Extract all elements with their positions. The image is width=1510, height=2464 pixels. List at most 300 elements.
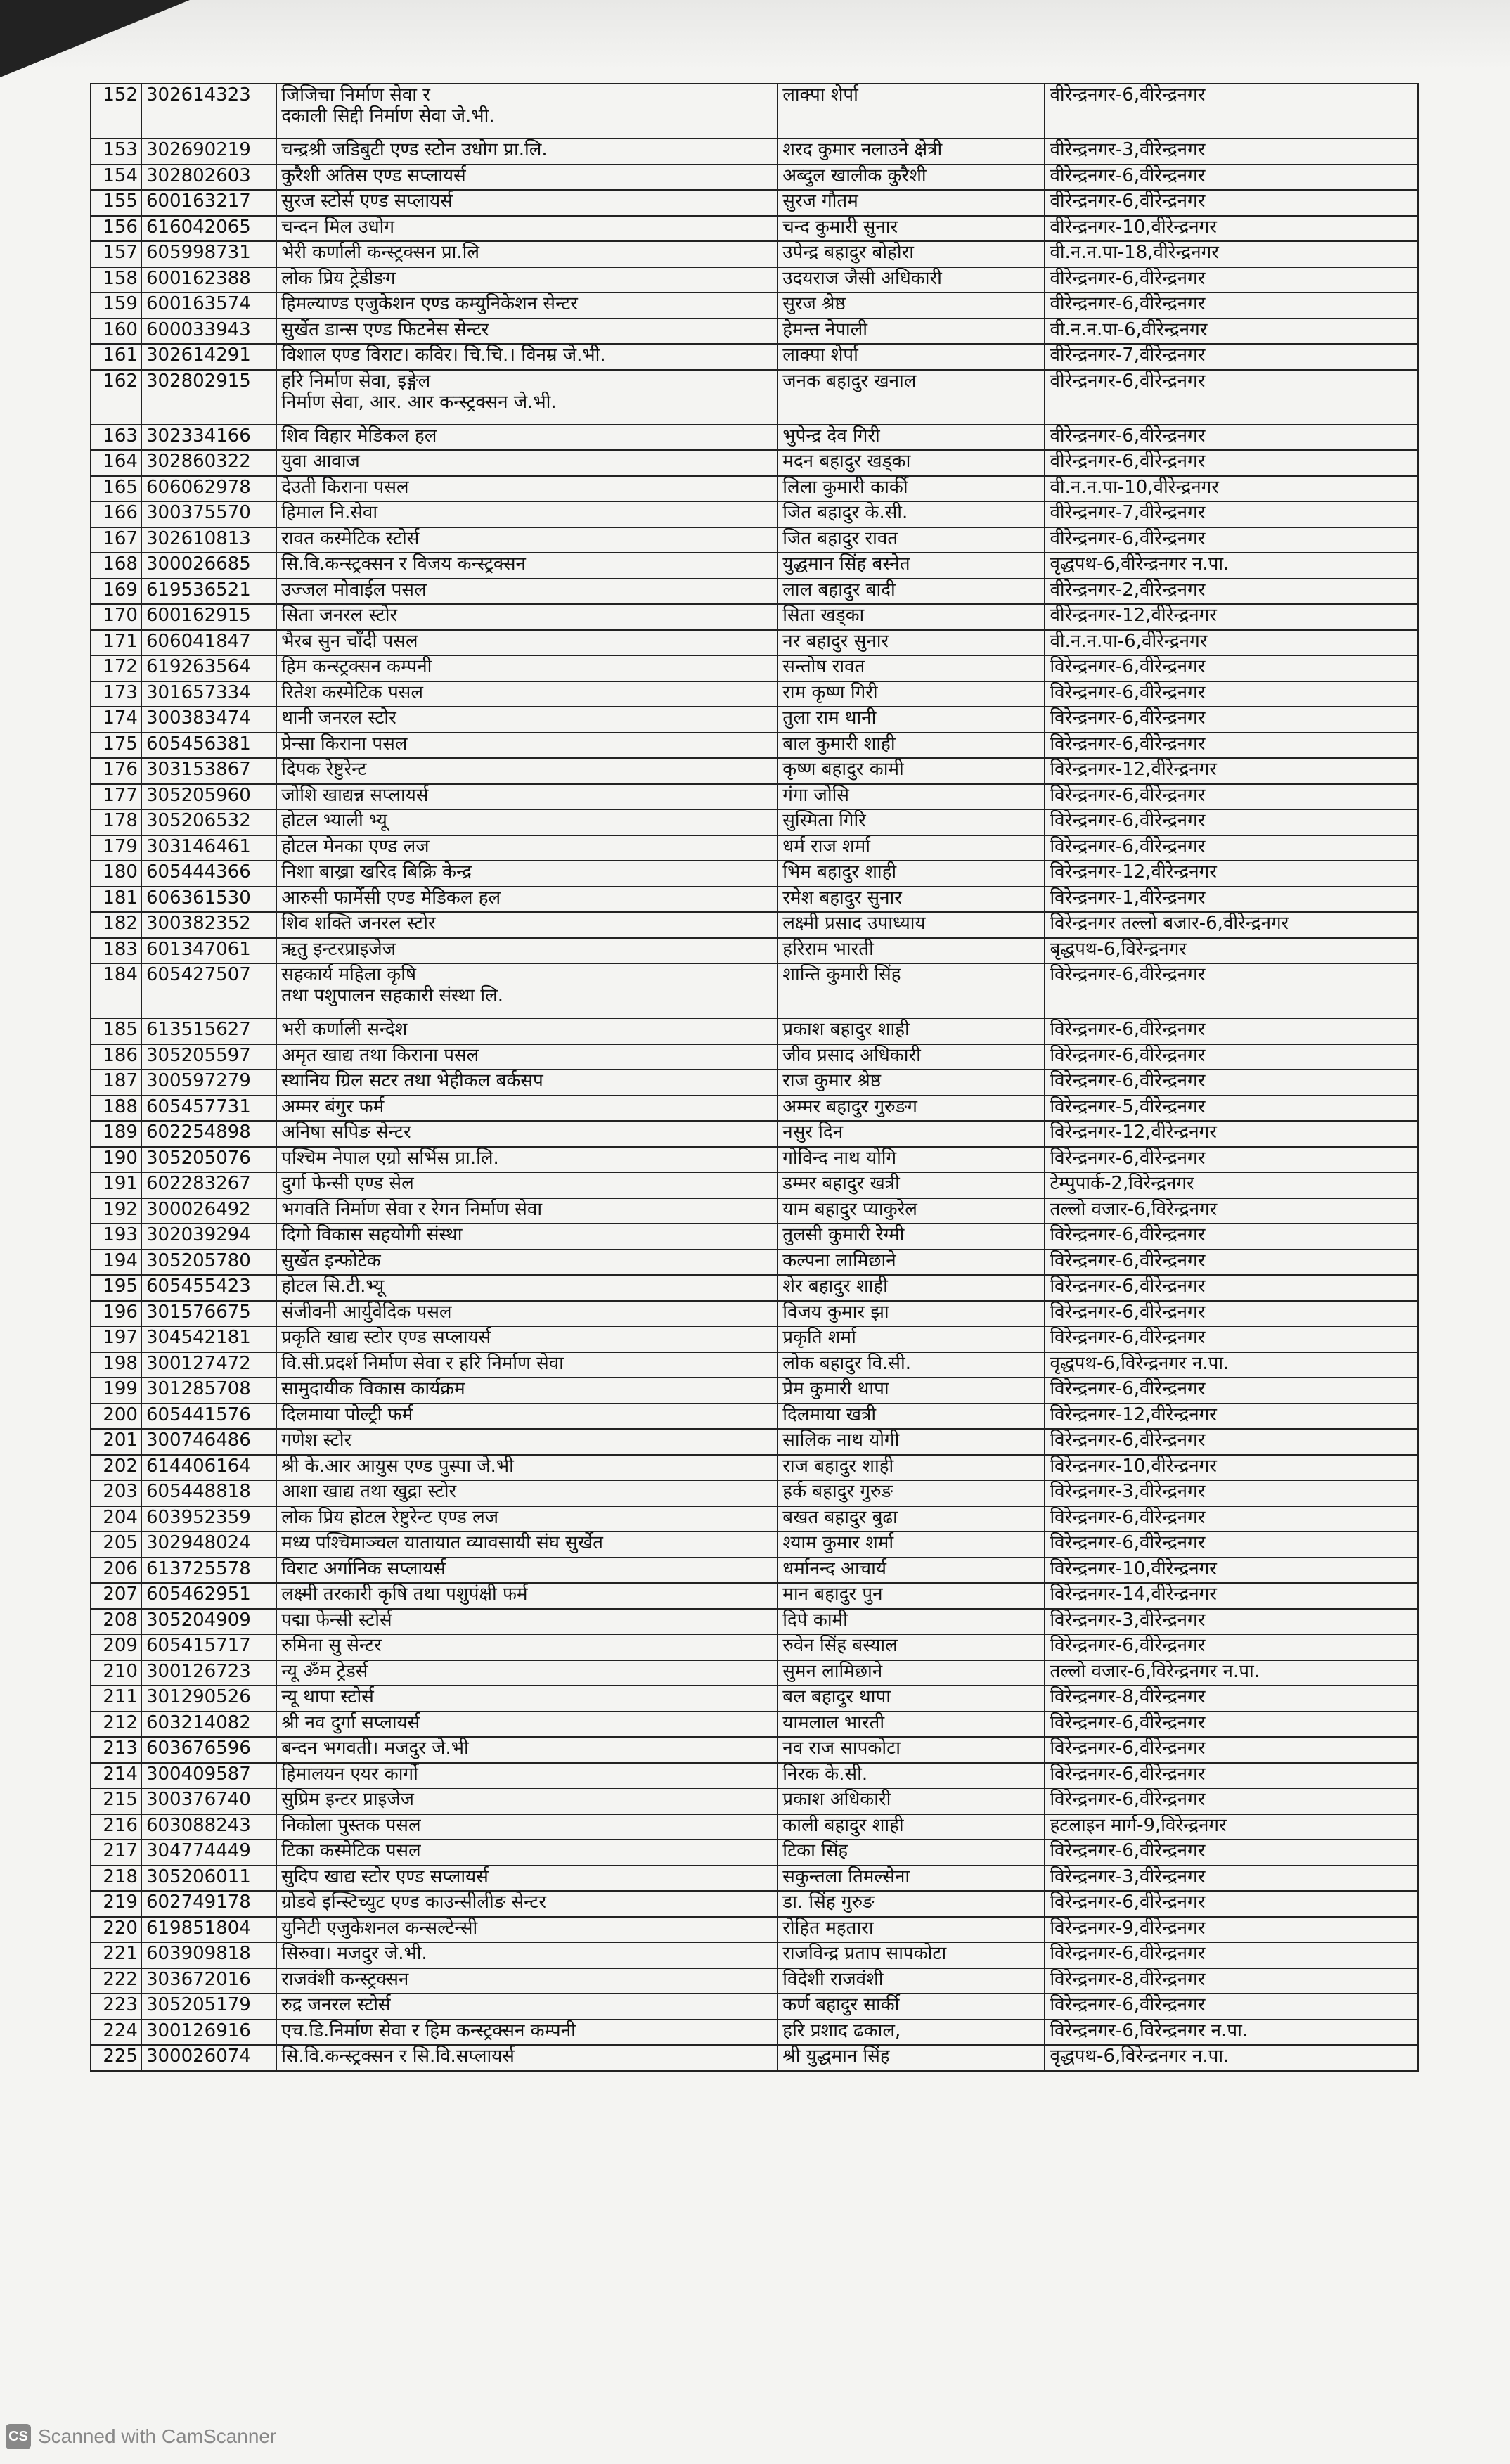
business-name — [276, 1172, 777, 1198]
table-row — [91, 319, 1418, 345]
table-row — [91, 1429, 1418, 1455]
pan-number — [141, 809, 276, 835]
serial-number-text: 153 — [103, 139, 138, 160]
serial-number — [91, 938, 141, 964]
serial-number — [91, 912, 141, 938]
owner-name — [777, 1660, 1045, 1686]
serial-number-text: 175 — [103, 733, 138, 755]
business-name-text: निकोला पुस्तक पसल — [281, 1814, 421, 1836]
owner-name — [777, 241, 1045, 267]
serial-number — [91, 1814, 141, 1840]
business-name-text: देउती किराना पसल — [281, 476, 409, 498]
pan-number-text: 304774449 — [146, 1840, 251, 1861]
business-name — [276, 1224, 777, 1250]
address — [1045, 655, 1418, 681]
pan-number-text: 303672016 — [146, 1968, 251, 1990]
business-name-text: विशाल एण्ड विराट। कविर। चि.चि.। विनम्र जे.भी. — [281, 345, 606, 366]
owner-name-text: प्रेम कुमारी थापा — [782, 1378, 889, 1399]
pan-number-text: 605441576 — [146, 1404, 251, 1425]
owner-name-text: श्री युद्धमान सिंह — [782, 2046, 890, 2067]
address — [1045, 476, 1418, 502]
owner-name-text: हरिराम भारती — [782, 938, 874, 960]
serial-number-text: 168 — [103, 553, 138, 575]
table-row — [91, 1634, 1418, 1660]
owner-name — [777, 1917, 1045, 1943]
pan-number — [141, 887, 276, 913]
serial-number-text: 206 — [103, 1558, 138, 1579]
table-row — [91, 579, 1418, 605]
address — [1045, 1994, 1418, 2020]
business-name-text: एच.डि.निर्माण सेवा र हिम कन्स्ट्रक्सन कम्पनी — [281, 2020, 576, 2041]
address — [1045, 553, 1418, 579]
business-name — [276, 1891, 777, 1917]
owner-name — [777, 1352, 1045, 1378]
address-text: वीरेन्द्रनगर-7,वीरेन्द्रनगर — [1050, 345, 1206, 366]
table-row — [91, 681, 1418, 707]
pan-number-text: 302039294 — [146, 1224, 251, 1245]
address — [1045, 1480, 1418, 1506]
pan-number — [141, 139, 276, 165]
owner-name-text: निरक के.सी. — [782, 1763, 868, 1785]
serial-number — [91, 1917, 141, 1943]
business-name-text: रावत कस्मेटिक स्टोर्स — [281, 527, 420, 549]
business-name — [276, 476, 777, 502]
pan-number — [141, 1891, 276, 1917]
owner-name-text: लक्ष्मी प्रसाद उपाध्याय — [782, 913, 926, 934]
serial-number — [91, 1942, 141, 1968]
business-name — [276, 630, 777, 656]
business-name — [276, 1250, 777, 1276]
pan-number — [141, 1275, 276, 1301]
pan-number — [141, 1404, 276, 1430]
owner-name — [777, 835, 1045, 861]
owner-name — [777, 139, 1045, 165]
owner-name — [777, 1942, 1045, 1968]
address — [1045, 1532, 1418, 1558]
pan-number — [141, 604, 276, 630]
table-row — [91, 1891, 1418, 1917]
serial-number-text: 183 — [103, 938, 138, 960]
pan-number — [141, 1968, 276, 1994]
serial-number — [91, 165, 141, 191]
address-text: विरेन्द्रनगर-9,वीरेन्द्रनगर — [1050, 1917, 1206, 1939]
address-text: विरेन्द्रनगर-10,वीरेन्द्रनगर — [1050, 1558, 1217, 1579]
serial-number — [91, 1506, 141, 1532]
pan-number — [141, 1198, 276, 1224]
pan-number — [141, 216, 276, 242]
serial-number-text: 217 — [103, 1840, 138, 1861]
address-text: विरेन्द्रनगर-8,वीरेन्द्रनगर — [1050, 1686, 1206, 1707]
serial-number-text: 187 — [103, 1070, 138, 1091]
serial-number — [91, 579, 141, 605]
business-name-text: सि.वि.कन्स्ट्रक्सन र सि.वि.सप्लायर्स — [281, 2046, 515, 2067]
pan-number — [141, 1788, 276, 1814]
pan-number-text: 603952359 — [146, 1506, 251, 1528]
serial-number-text: 214 — [103, 1763, 138, 1785]
pan-number — [141, 1121, 276, 1147]
business-name-text: अनिषा सपिङ सेन्टर — [281, 1122, 411, 1143]
pan-number-text: 300597279 — [146, 1070, 251, 1091]
owner-name — [777, 344, 1045, 370]
business-name-text: चन्दन मिल उधोग — [281, 216, 395, 238]
owner-name — [777, 1250, 1045, 1276]
pan-number-text: 600162388 — [146, 267, 251, 289]
pan-number — [141, 425, 276, 451]
business-name — [276, 216, 777, 242]
business-name — [276, 370, 777, 425]
serial-number — [91, 1532, 141, 1558]
owner-name — [777, 604, 1045, 630]
pan-number — [141, 1763, 276, 1789]
pan-number — [141, 1018, 276, 1044]
owner-name — [777, 1558, 1045, 1584]
owner-name-text: विदेशी राजवंशी — [782, 1968, 884, 1990]
address — [1045, 758, 1418, 784]
address — [1045, 241, 1418, 267]
business-name-text: राजवंशी कन्स्ट्रक्सन — [281, 1968, 409, 1990]
address-text: वीरेन्द्रनगर-7,वीरेन्द्रनगर — [1050, 502, 1206, 523]
business-name — [276, 1275, 777, 1301]
business-name — [276, 579, 777, 605]
owner-name-text: बाल कुमारी शाही — [782, 733, 896, 755]
owner-name-text: तुलसी कुमारी रेग्मी — [782, 1224, 905, 1245]
owner-name-text: कल्पना लामिछाने — [782, 1250, 896, 1271]
business-name — [276, 784, 777, 810]
serial-number — [91, 344, 141, 370]
serial-number — [91, 1301, 141, 1327]
serial-number-text: 212 — [103, 1712, 138, 1733]
owner-name — [777, 1044, 1045, 1070]
address-text: विरेन्द्रनगर-6,वीरेन्द्रनगर — [1050, 1044, 1206, 1066]
pan-number-text: 302690219 — [146, 139, 251, 160]
business-name-text: हिमाल नि.सेवा — [281, 502, 378, 523]
owner-name-text: मान बहादुर पुन — [782, 1584, 883, 1605]
table-row — [91, 1917, 1418, 1943]
business-name-text: होटल सि.टी.भ्यू — [281, 1276, 385, 1297]
serial-number-text: 178 — [103, 810, 138, 831]
serial-number — [91, 655, 141, 681]
pan-number-text: 300126723 — [146, 1660, 251, 1682]
pan-number-text: 302334166 — [146, 425, 251, 447]
serial-number — [91, 733, 141, 759]
business-name — [276, 887, 777, 913]
owner-name — [777, 425, 1045, 451]
pan-number-text: 606041847 — [146, 630, 251, 652]
address-text: विरेन्द्रनगर तल्लो बजार-6,वीरेन्द्रनगर — [1050, 913, 1289, 934]
business-name — [276, 809, 777, 835]
business-name-text: भरी कर्णाली सन्देश — [281, 1019, 408, 1040]
business-name — [276, 733, 777, 759]
business-name — [276, 912, 777, 938]
business-name — [276, 1917, 777, 1943]
owner-name-text: दिपे कामी — [782, 1609, 848, 1631]
owner-name-text: विजय कुमार झा — [782, 1301, 889, 1323]
pan-number — [141, 1044, 276, 1070]
address-text: वीरेन्द्रनगर-6,वीरेन्द्रनगर — [1050, 370, 1206, 392]
address — [1045, 1686, 1418, 1712]
business-name-text: रुमिना सु सेन्टर — [281, 1635, 382, 1656]
pan-number-text: 613515627 — [146, 1019, 251, 1040]
business-name-text: जिजिचा निर्माण सेवा र — [281, 84, 430, 105]
serial-number — [91, 1455, 141, 1481]
business-name-text: न्यू थापा स्टोर्स — [281, 1686, 374, 1707]
serial-number — [91, 553, 141, 579]
owner-name-text: डा. सिंह गुरुङ — [782, 1892, 875, 1913]
owner-name — [777, 267, 1045, 293]
business-name — [276, 1018, 777, 1044]
address — [1045, 319, 1418, 345]
owner-name — [777, 450, 1045, 476]
serial-number — [91, 1326, 141, 1352]
address — [1045, 450, 1418, 476]
address — [1045, 1198, 1418, 1224]
business-name — [276, 1942, 777, 1968]
table-row — [91, 1378, 1418, 1404]
pan-number-text: 301657334 — [146, 681, 251, 703]
owner-name — [777, 165, 1045, 191]
address-text: वीरेन्द्रनगर-6,वीरेन्द्रनगर — [1050, 191, 1206, 212]
business-name — [276, 1301, 777, 1327]
address — [1045, 190, 1418, 216]
business-name — [276, 1968, 777, 1994]
serial-number — [91, 1250, 141, 1276]
serial-number-text: 156 — [103, 216, 138, 238]
table-row — [91, 241, 1418, 267]
business-name — [276, 655, 777, 681]
address — [1045, 1737, 1418, 1763]
business-name — [276, 1044, 777, 1070]
owner-name — [777, 1866, 1045, 1892]
table-row — [91, 139, 1418, 165]
address — [1045, 1352, 1418, 1378]
business-name — [276, 319, 777, 345]
serial-number — [91, 1352, 141, 1378]
table-row — [91, 1301, 1418, 1327]
pan-number-text: 619536521 — [146, 579, 251, 601]
business-name-text: जोशि खाद्यन्न सप्लायर्स — [281, 784, 429, 806]
business-name — [276, 1121, 777, 1147]
scan-corner-shadow — [0, 0, 190, 77]
owner-name-text: जित बहादुर रावत — [782, 527, 898, 549]
table-row — [91, 1070, 1418, 1096]
address — [1045, 1917, 1418, 1943]
business-name — [276, 190, 777, 216]
address — [1045, 887, 1418, 913]
table-row — [91, 604, 1418, 630]
pan-number — [141, 267, 276, 293]
pan-number-text: 302614291 — [146, 345, 251, 366]
business-name — [276, 1147, 777, 1173]
serial-number — [91, 1840, 141, 1866]
address-text: वीरेन्द्रनगर-6,वीरेन्द्रनगर — [1050, 451, 1206, 472]
table-row — [91, 1326, 1418, 1352]
owner-name-text: भिम बहादुर शाही — [782, 861, 897, 883]
address — [1045, 1891, 1418, 1917]
address-text: वीरेन्द्रनगर-2,वीरेन्द्रनगर — [1050, 579, 1206, 601]
business-name-text: आशा खाद्य तथा खुद्रा स्टोर — [281, 1481, 457, 1502]
serial-number-text: 172 — [103, 656, 138, 677]
pan-number — [141, 1352, 276, 1378]
pan-number-text: 605415717 — [146, 1635, 251, 1656]
owner-name — [777, 1891, 1045, 1917]
address-text: विरेन्द्रनगर-14,वीरेन्द्रनगर — [1050, 1584, 1217, 1605]
owner-name — [777, 1506, 1045, 1532]
serial-number — [91, 1404, 141, 1430]
business-name — [276, 963, 777, 1018]
business-name-text: सुर्खेत इन्फोटेक — [281, 1250, 381, 1271]
business-name — [276, 1840, 777, 1866]
business-name — [276, 1506, 777, 1532]
serial-number-text: 190 — [103, 1147, 138, 1169]
owner-name — [777, 579, 1045, 605]
pan-number — [141, 1172, 276, 1198]
pan-number — [141, 450, 276, 476]
serial-number — [91, 1994, 141, 2020]
table-row — [91, 84, 1418, 139]
pan-number — [141, 1301, 276, 1327]
address — [1045, 1814, 1418, 1840]
pan-number-text: 605455423 — [146, 1276, 251, 1297]
table-row — [91, 1968, 1418, 1994]
address — [1045, 165, 1418, 191]
owner-name — [777, 1121, 1045, 1147]
address — [1045, 1301, 1418, 1327]
owner-name-text: नव राज सापकोटा — [782, 1738, 901, 1759]
table-row — [91, 527, 1418, 553]
serial-number-text: 202 — [103, 1455, 138, 1477]
owner-name — [777, 1429, 1045, 1455]
pan-number — [141, 1583, 276, 1609]
business-name-text: भगवति निर्माण सेवा र रेगन निर्माण सेवा — [281, 1198, 543, 1220]
address — [1045, 912, 1418, 938]
address — [1045, 1147, 1418, 1173]
serial-number-text: 185 — [103, 1019, 138, 1040]
owner-name — [777, 861, 1045, 887]
address-text: विरेन्द्रनगर-6,वीरेन्द्रनगर — [1050, 1712, 1206, 1733]
owner-name-text: कर्ण बहादुर सार्की — [782, 1994, 900, 2015]
business-name — [276, 1609, 777, 1635]
pan-number-text: 305205960 — [146, 784, 251, 806]
pan-number — [141, 1840, 276, 1866]
table-row — [91, 1044, 1418, 1070]
pan-number — [141, 630, 276, 656]
business-name — [276, 1378, 777, 1404]
owner-name-text: शरद कुमार नलाउने क्षेत्री — [782, 139, 943, 160]
serial-number-text: 201 — [103, 1430, 138, 1451]
business-name-text: निशा बाख्रा खरिद बिक्रि केन्द्र — [281, 861, 472, 883]
pan-number-text: 619263564 — [146, 656, 251, 677]
serial-number — [91, 370, 141, 425]
pan-number — [141, 344, 276, 370]
address-text: विरेन्द्रनगर-6,वीरेन्द्रनगर — [1050, 810, 1206, 831]
business-name — [276, 1737, 777, 1763]
serial-number-text: 166 — [103, 502, 138, 523]
address — [1045, 1224, 1418, 1250]
owner-name — [777, 1147, 1045, 1173]
owner-name-text: उदयराज जैसी अधिकारी — [782, 267, 942, 289]
owner-name — [777, 293, 1045, 319]
owner-name-text: नसुर दिन — [782, 1122, 844, 1143]
address-text: विरेन्द्रनगर-6,वीरेन्द्रनगर — [1050, 1327, 1206, 1348]
pan-number — [141, 1532, 276, 1558]
scan-top-edge — [0, 0, 1510, 70]
owner-name — [777, 1275, 1045, 1301]
pan-number — [141, 912, 276, 938]
pan-number — [141, 1942, 276, 1968]
owner-name-text: जीव प्रसाद अधिकारी — [782, 1044, 921, 1066]
owner-name-text: दिलमाया खत्री — [782, 1404, 877, 1425]
owner-name-text: गंगा जोसि — [782, 784, 849, 806]
table-row — [91, 1558, 1418, 1584]
pan-number — [141, 319, 276, 345]
business-name-text: रुद्र जनरल स्टोर्स — [281, 1994, 391, 2015]
owner-name — [777, 1788, 1045, 1814]
address-text: विरेन्द्रनगर-12,वीरेन्द्रनगर — [1050, 759, 1217, 780]
serial-number-text: 222 — [103, 1968, 138, 1990]
table-row — [91, 1172, 1418, 1198]
owner-name — [777, 912, 1045, 938]
pan-number — [141, 1250, 276, 1276]
pan-number — [141, 681, 276, 707]
owner-name — [777, 1968, 1045, 1994]
table-row — [91, 370, 1418, 425]
table-row — [91, 707, 1418, 733]
owner-name-text: सुरज गौतम — [782, 191, 858, 212]
address-text: वृद्धपथ-6,विरेन्द्रनगर न.पा. — [1050, 1352, 1230, 1374]
address-text: वृद्धपथ-6,वीरेन्द्रनगर न.पा. — [1050, 553, 1230, 575]
table-row — [91, 758, 1418, 784]
serial-number — [91, 1763, 141, 1789]
pan-number — [141, 1686, 276, 1712]
table-row — [91, 1814, 1418, 1840]
owner-name-text: जित बहादुर के.सी. — [782, 502, 908, 523]
owner-name-text: राजविन्द्र प्रताप सापकोटा — [782, 1943, 947, 1964]
owner-name-text: टिका सिंह — [782, 1840, 848, 1861]
pan-number — [141, 1096, 276, 1122]
pan-number-text: 605448818 — [146, 1481, 251, 1502]
serial-number-text: 165 — [103, 476, 138, 498]
serial-number-text: 219 — [103, 1892, 138, 1913]
business-name-text: सिता जनरल स्टोर — [281, 605, 398, 626]
business-name — [276, 527, 777, 553]
address-text: विरेन्द्रनगर-6,वीरेन्द्रनगर — [1050, 1943, 1206, 1964]
serial-number-text: 218 — [103, 1866, 138, 1887]
table-row — [91, 165, 1418, 191]
pan-number-text: 302802915 — [146, 370, 251, 392]
pan-number-text: 302802603 — [146, 165, 251, 186]
pan-number — [141, 1480, 276, 1506]
address — [1045, 1044, 1418, 1070]
serial-number — [91, 1429, 141, 1455]
pan-number — [141, 370, 276, 425]
business-name-line2: दकाली सिद्दी निर्माण सेवा जे.भी. — [281, 105, 495, 127]
serial-number — [91, 1558, 141, 1584]
serial-number-text: 163 — [103, 425, 138, 447]
pan-number-text: 605456381 — [146, 733, 251, 755]
address-text: विरेन्द्रनगर-12,वीरेन्द्रनगर — [1050, 1404, 1217, 1425]
business-name — [276, 165, 777, 191]
pan-number — [141, 938, 276, 964]
serial-number-text: 158 — [103, 267, 138, 289]
address-text: वी.न.न.पा-6,वीरेन्द्रनगर — [1050, 630, 1208, 652]
serial-number — [91, 707, 141, 733]
address — [1045, 216, 1418, 242]
serial-number — [91, 216, 141, 242]
business-name-text: युनिटी एजुकेशनल कन्सल्टेन्सी — [281, 1917, 478, 1939]
pan-number — [141, 1609, 276, 1635]
address — [1045, 1121, 1418, 1147]
business-name — [276, 1814, 777, 1840]
